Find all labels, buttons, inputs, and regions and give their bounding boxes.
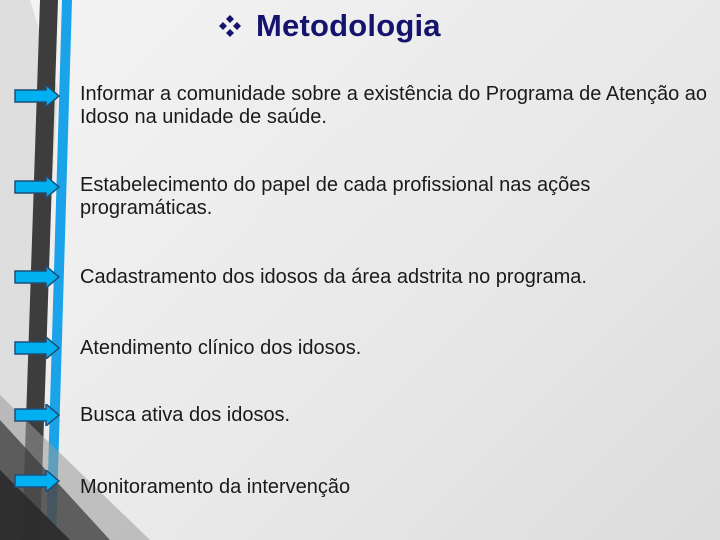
list-item-text: Informar a comunidade sobre a existência do Programa de Atenção ao Idoso na unidade de saúde. xyxy=(80,83,708,128)
blue-arrow-icon xyxy=(14,266,60,288)
slide-title-text: Metodologia xyxy=(256,8,441,43)
blue-arrow-icon xyxy=(14,470,60,492)
blue-arrow-icon xyxy=(14,404,60,426)
list-item-text: Busca ativa dos idosos. xyxy=(80,404,291,426)
list-item-text: Cadastramento dos idosos da área adstrita no programa. xyxy=(80,266,587,288)
blue-arrow-icon xyxy=(14,337,60,359)
list-item-text: Monitoramento da intervenção xyxy=(80,476,351,498)
blue-arrow-icon xyxy=(14,85,60,107)
list-item-text: Atendimento clínico dos idosos. xyxy=(80,337,362,359)
list-item-text: Estabelecimento do papel de cada profissional nas ações programáticas. xyxy=(80,174,591,219)
blue-arrow-icon xyxy=(14,176,60,198)
